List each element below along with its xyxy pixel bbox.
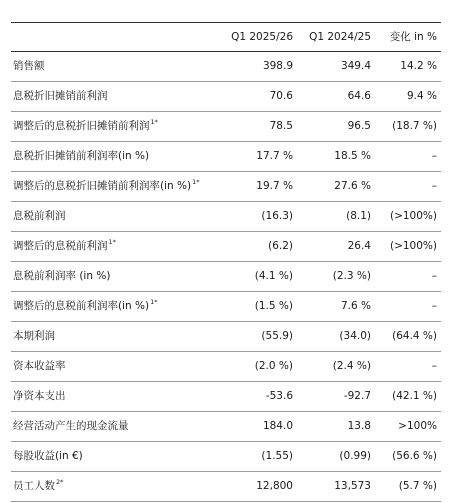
header-q1-2025-26: Q1 2025/26 <box>231 31 293 43</box>
value-change: – <box>431 300 437 312</box>
table-row <box>11 472 441 502</box>
table-row <box>11 382 441 412</box>
footnote-marker: 2* <box>56 478 64 486</box>
footnote-marker: 1* <box>108 238 116 246</box>
value-q1-2025-26: -53.6 <box>265 390 293 402</box>
value-change: (18.7 %) <box>392 120 437 132</box>
header-q1-2024-25: Q1 2024/25 <box>309 31 371 43</box>
row-label-text: 息税折旧摊销前利润 <box>13 90 108 102</box>
value-q1-2025-26: 184.0 <box>262 420 293 432</box>
row-label <box>13 382 66 411</box>
value-change: (>100%) <box>389 240 437 252</box>
value-q1-2025-26: 12,800 <box>256 480 293 492</box>
row-label <box>13 322 55 351</box>
table-row <box>11 172 441 202</box>
value-q1-2024-25: 18.5 % <box>334 150 371 162</box>
value-q1-2024-25: 64.6 <box>347 90 371 102</box>
value-q1-2024-25: (2.4 %) <box>332 360 371 372</box>
footnote-marker: 1* <box>150 298 158 306</box>
footnote-marker: 1* <box>150 118 158 126</box>
value-q1-2024-25: 13.8 <box>347 420 371 432</box>
row-label <box>13 442 83 471</box>
value-change: >100% <box>398 420 437 432</box>
row-label <box>13 412 129 441</box>
value-q1-2025-26: 17.7 % <box>256 150 293 162</box>
value-change: – <box>431 270 437 282</box>
table-row <box>11 52 441 82</box>
row-label <box>13 52 45 81</box>
table-row <box>11 232 441 262</box>
value-change: 9.4 % <box>406 90 437 102</box>
value-q1-2024-25: 13,573 <box>334 480 371 492</box>
value-q1-2025-26: (4.1 %) <box>254 270 293 282</box>
value-change: (56.6 %) <box>392 450 437 462</box>
value-change: 14.2 % <box>400 60 437 72</box>
row-label-text: 调整后的息税折旧摊销前利润率(in %) <box>13 180 192 192</box>
value-q1-2024-25: 349.4 <box>340 60 371 72</box>
table-row <box>11 262 441 292</box>
value-q1-2024-25: (2.3 %) <box>332 270 371 282</box>
value-q1-2025-26: 70.6 <box>269 90 293 102</box>
value-change: (>100%) <box>389 210 437 222</box>
table-body <box>11 52 441 502</box>
value-change: – <box>431 150 437 162</box>
value-q1-2024-25: 7.6 % <box>340 300 371 312</box>
value-q1-2024-25: (0.99) <box>339 450 371 462</box>
row-label <box>13 232 116 261</box>
value-q1-2025-26: (16.3) <box>261 210 293 222</box>
row-label-text: 销售额 <box>13 60 45 72</box>
row-label-text: 员工人数 <box>13 480 55 492</box>
row-label <box>13 472 63 501</box>
table-row <box>11 142 441 172</box>
row-label-text: 净资本支出 <box>13 390 66 402</box>
value-change: (64.4 %) <box>392 330 437 342</box>
row-label <box>13 172 199 201</box>
value-q1-2024-25: -92.7 <box>343 390 371 402</box>
value-q1-2025-26: 398.9 <box>262 60 293 72</box>
row-label <box>13 112 158 141</box>
value-q1-2024-25: 96.5 <box>347 120 371 132</box>
row-label-text: 调整后的息税折旧摊销前利润 <box>13 120 150 132</box>
table-row <box>11 202 441 232</box>
row-label-text: 每股收益(in €) <box>13 450 83 462</box>
value-q1-2024-25: (34.0) <box>339 330 371 342</box>
table-row <box>11 352 441 382</box>
value-q1-2024-25: 26.4 <box>347 240 371 252</box>
table-row <box>11 82 441 112</box>
table-row <box>11 412 441 442</box>
row-label-text: 息税前利润率 (in %) <box>13 270 111 282</box>
row-label-text: 息税前利润 <box>13 210 66 222</box>
value-change: – <box>431 180 437 192</box>
table-row <box>11 322 441 352</box>
header-change-percent: 变化 in % <box>389 31 437 43</box>
value-q1-2025-26: 19.7 % <box>256 180 293 192</box>
value-change: – <box>431 360 437 372</box>
table-row <box>11 292 441 322</box>
value-q1-2024-25: 27.6 % <box>334 180 371 192</box>
row-label <box>13 202 66 231</box>
row-label-text: 息税折旧摊销前利润率(in %) <box>13 150 150 162</box>
value-q1-2025-26: (1.55) <box>261 450 293 462</box>
financial-table <box>11 22 441 502</box>
value-q1-2025-26: (6.2) <box>268 240 293 252</box>
value-q1-2025-26: (55.9) <box>261 330 293 342</box>
row-label-text: 经营活动产生的现金流量 <box>13 420 129 432</box>
row-label <box>13 262 110 291</box>
value-q1-2025-26: (1.5 %) <box>254 300 293 312</box>
value-q1-2024-25: (8.1) <box>346 210 371 222</box>
table-row <box>11 442 441 472</box>
table-row <box>11 112 441 142</box>
value-change: (5.7 %) <box>398 480 437 492</box>
table-header <box>11 22 441 52</box>
row-label-text: 本期利润 <box>13 330 55 342</box>
footnote-marker: 1* <box>192 178 200 186</box>
value-q1-2025-26: (2.0 %) <box>254 360 293 372</box>
value-q1-2025-26: 78.5 <box>269 120 293 132</box>
row-label <box>13 82 108 111</box>
row-label <box>13 352 66 381</box>
row-label-text: 资本收益率 <box>13 360 66 372</box>
value-change: (42.1 %) <box>392 390 437 402</box>
row-label <box>13 292 157 321</box>
row-label-text: 调整后的息税前利润率(in %) <box>13 300 150 312</box>
row-label-text: 调整后的息税前利润 <box>13 240 108 252</box>
row-label <box>13 142 149 171</box>
